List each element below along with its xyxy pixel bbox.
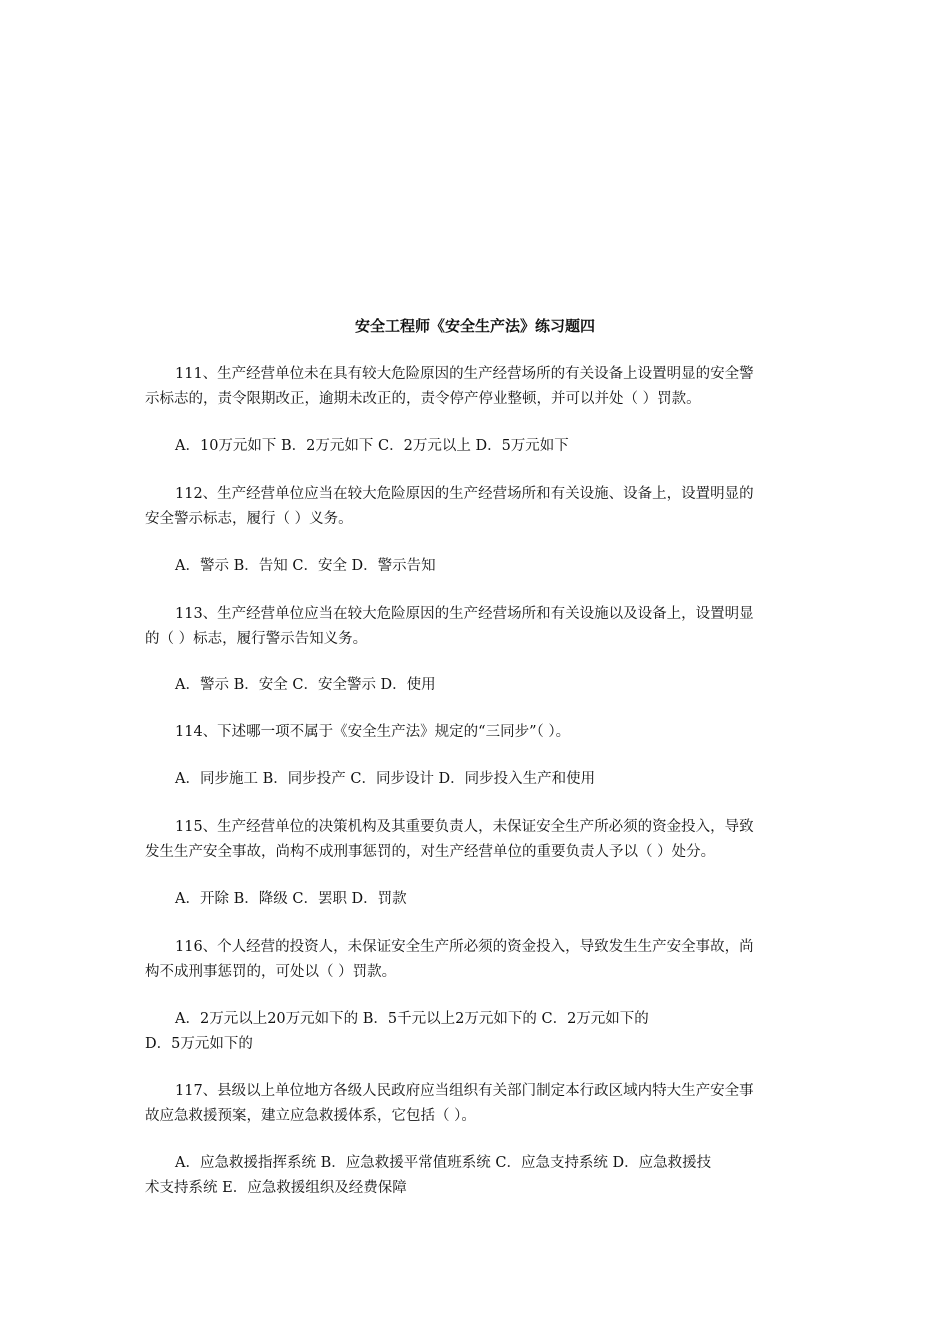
question-paragraph (145, 602, 805, 651)
answer-options (145, 673, 805, 698)
options-text-line: A．同步施工 B．同步投产 C．同步设计 D．同步投入生产和使用 (175, 771, 596, 787)
document-title: 安全工程师《安全生产法》练习题四 (354, 317, 595, 335)
options-text-line: A．应急救援指挥系统 B．应急救援平常值班系统 C．应急支持系统 D．应急救援技 (175, 1155, 712, 1171)
question-text-line: 113、生产经营单位应当在较大危险原因的生产经营场所和有关设施以及设备上，设置明显 (175, 606, 754, 622)
question-paragraph (145, 720, 805, 745)
options-text-line: A．警示 B．告知 C．安全 D．警示告知 (175, 558, 436, 574)
question-text-line: 示标志的，责令限期改正，逾期未改正的，责令停产停业整顿，并可以并处（ ）罚款。 (145, 390, 701, 407)
question-paragraph (145, 1079, 805, 1128)
options-text-line: A．开除 B．降级 C．罢职 D．罚款 (175, 891, 407, 907)
question-text-line: 117、县级以上单位地方各级人民政府应当组织有关部门制定本行政区域内特大生产安全事 (175, 1083, 754, 1099)
question-paragraph (145, 815, 805, 864)
answer-options (145, 434, 805, 459)
question-paragraph (145, 362, 805, 411)
question-text-line: 构不成刑事惩罚的，可处以（ ）罚款。 (145, 963, 397, 980)
options-text-line: A．10万元如下 B．2万元如下 C．2万元以上 D．5万元如下 (175, 438, 569, 454)
question-text-line: 115、生产经营单位的决策机构及其重要负责人，未保证安全生产所必须的资金投入，导致 (175, 819, 754, 835)
question-text-line: 114、下述哪一项不属于《安全生产法》规定的“三同步”（ ）。 (175, 724, 571, 740)
question-paragraph (145, 482, 805, 531)
options-text-line: 术支持系统 E．应急救援组织及经费保障 (145, 1179, 407, 1196)
answer-options (145, 1007, 805, 1056)
question-text-line: 111、生产经营单位未在具有较大危险原因的生产经营场所的有关设备上设置明显的安全警 (175, 366, 754, 382)
question-text-line: 116、个人经营的投资人，未保证安全生产所必须的资金投入，导致发生生产安全事故，尚 (175, 939, 754, 955)
question-text-line: 112、生产经营单位应当在较大危险原因的生产经营场所和有关设施、设备上，设置明显的 (175, 486, 754, 502)
answer-options (145, 887, 805, 912)
options-text-line: A．警示 B．安全 C．安全警示 D．使用 (175, 677, 436, 693)
question-text-line: 安全警示标志，履行（ ）义务。 (145, 510, 353, 527)
options-text-line: D．5万元如下的 (145, 1035, 253, 1052)
question-text-line: 故应急救援预案，建立应急救援体系，它包括（ ）。 (145, 1107, 476, 1124)
answer-options (145, 554, 805, 579)
question-paragraph (145, 935, 805, 984)
answer-options (145, 767, 805, 792)
options-text-line: A．2万元以上20万元如下的 B．5千元以上2万元如下的 C．2万元如下的 (175, 1011, 649, 1027)
question-text-line: 的（ ）标志，履行警示告知义务。 (145, 630, 368, 647)
question-text-line: 发生生产安全事故，尚构不成刑事惩罚的，对生产经营单位的重要负责人予以（ ）处分。 (145, 843, 716, 860)
answer-options (145, 1151, 805, 1200)
